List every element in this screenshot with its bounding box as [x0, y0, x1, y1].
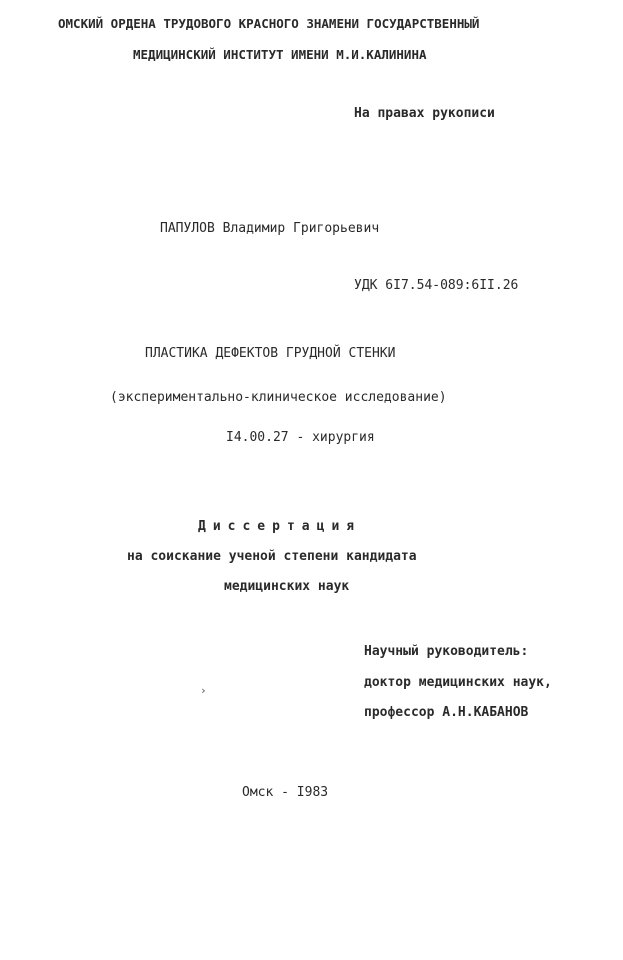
udk-code: УДК 6I7.54-089:6II.26: [354, 278, 519, 293]
city-year: Омск - I983: [242, 785, 329, 800]
manuscript-note: На правах рукописи: [354, 106, 495, 121]
work-subtitle: (экспериментально-клиническое исследование): [110, 390, 447, 405]
stray-mark: ›: [200, 684, 207, 697]
dissertation-heading: Диссертация: [198, 519, 362, 534]
supervisor-name: профессор А.Н.КАБАНОВ: [364, 705, 529, 720]
institution-name-line-2: МЕДИЦИНСКИЙ ИНСТИТУТ ИМЕНИ М.И.КАЛИНИНА: [133, 47, 427, 62]
dissertation-field-line: медицинских наук: [224, 579, 350, 594]
speciality-code: I4.00.27 - хирургия: [226, 430, 375, 445]
work-title: ПЛАСТИКА ДЕФЕКТОВ ГРУДНОЙ СТЕНКИ: [145, 346, 396, 361]
author-name: ПАПУЛОВ Владимир Григорьевич: [160, 221, 380, 236]
institution-name-line-1: ОМСКИЙ ОРДЕНА ТРУДОВОГО КРАСНОГО ЗНАМЕНИ ГОСУДАРСТВЕННЫЙ: [58, 16, 480, 31]
dissertation-degree-line: на соискание ученой степени кандидата: [127, 549, 417, 564]
supervisor-degree: доктор медицинских наук,: [364, 675, 552, 690]
supervisor-label: Научный руководитель:: [364, 644, 529, 659]
